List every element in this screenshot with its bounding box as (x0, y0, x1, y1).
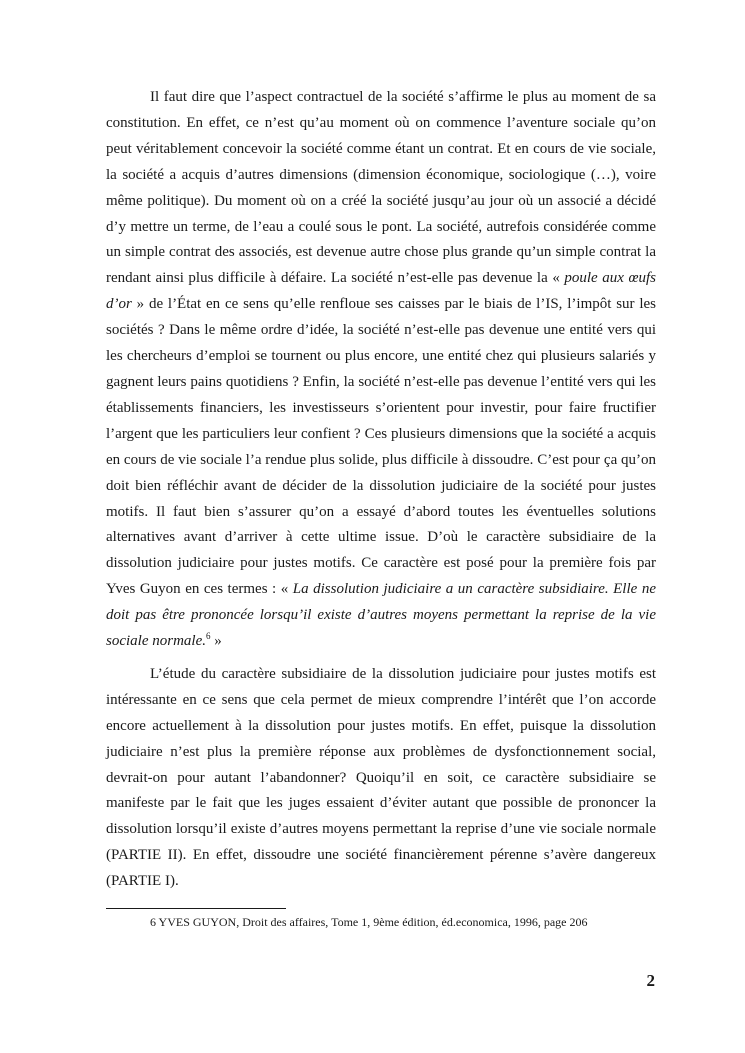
paragraph-2: L’étude du caractère subsidiaire de la dissolution judiciaire pour justes motifs est intéressante en ce sens que cela permet de mieux comprendre l’intérêt que l’on accorde encore actuellement à la dissolution pour justes motifs. En effet, puisque la dissolution judiciaire n’est plus la première réponse aux problèmes de dysfonctionnement social, devrait-on pour autant l’abandonner? Quoiqu’il en soit, ce caractère subsidiaire se manifeste par le fait que les juges essaient d’éviter autant que possible de prononcer la dissolution lorsqu’il existe d’autres moyens permettant la reprise d’une vie sociale normale (PARTIE II). En effet, dissoudre une société financièrement pérenne s’avère dangereux (PARTIE I). (106, 665, 656, 890)
footnote-separator (106, 908, 286, 909)
guyon-quote: La dissolution judiciaire a un caractère subsidiaire. Elle ne doit pas être prononcée lorsqu’il existe d’autres moyens permettant la reprise de la vie sociale normale. (106, 581, 656, 650)
paragraph-1 (106, 85, 656, 655)
page-number: 2 (646, 971, 655, 990)
paragraph-1-text-c: » (210, 633, 222, 650)
paragraph-1-text-a: Il faut dire que l’aspect contractuel de la société s’affirme le plus au moment de sa constitution. En effet, ce n’est qu’au moment où on commence l’aventure sociale qu’on peut véritablement concevoir la société comme étant un contrat. Et en cours de vie sociale, la société a acquis d’autres dimensions (dimension économique, sociologique (…), voire même politique). Du moment où on a créé la société jusqu’au jour où un associé a décidé d’y mettre un terme, de l’eau a coulé sous le pont. La société, autrefois considérée comme un simple contrat des associés, est devenue autre chose plus grande qu’un simple contrat la rendant ainsi plus difficile à défaire. La société n’est-elle pas devenue la « (106, 89, 656, 287)
document-body (106, 85, 656, 895)
footnote-reference[interactable]: 6 (205, 631, 211, 642)
footnote: 6 YVES GUYON, Droit des affaires, Tome 1, 9ème édition, éd.economica, 1996, page 206 (150, 915, 588, 929)
paragraph-1-text-b: » de l’État en ce sens qu’elle renfloue ses caisses par le biais de l’IS, l’impôt sur les sociétés ? Dans le même ordre d’idée, la société n’est-elle pas devenue une entité vers qui les chercheurs d’emploi se tournent ou plus encore, une entité chez qui plusieurs salariés y gagnent leurs pains quotidiens ? Enfin, la société n’est-elle pas devenue l’entité vers qui les établissements financiers, les investisseurs s’orientent pour investir, pour faire fructifier l’argent que les particuliers leur confient ? Ces plusieurs dimensions que la société a acquis en cours de vie sociale l’a rendue plus solide, plus difficile à dissoudre. C’est pour ça qu’on doit bien réfléchir avant de décider de la dissolution judiciaire de la société pour justes motifs. Il faut bien s’assurer qu’on a essayé d’abord toutes les éventuelles solutions alternatives avant d’arriver à cette ultime issue. D’où le caractère subsidiaire de la dissolution judiciaire pour justes motifs. Ce caractère est posé pour la première fois par Yves Guyon en ces termes : « (106, 296, 656, 598)
paragraph-1-italic-a: poule aux œufs d’or (106, 270, 657, 313)
